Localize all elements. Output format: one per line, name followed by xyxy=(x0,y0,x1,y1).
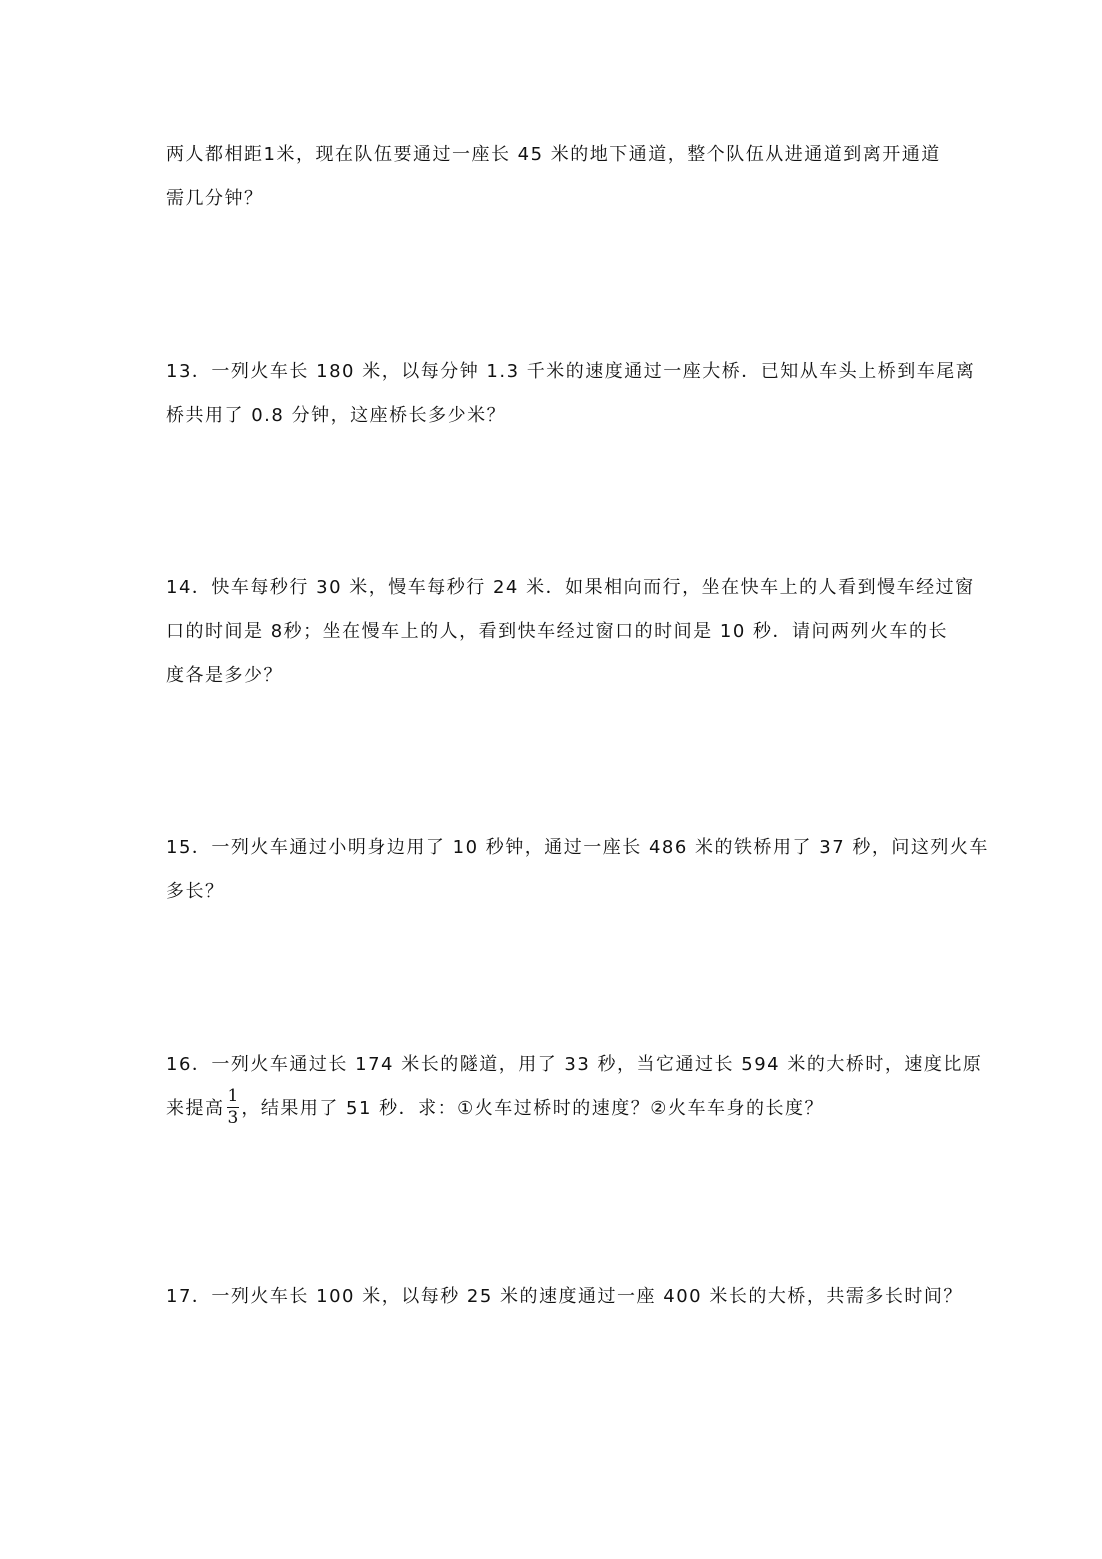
problem-16 xyxy=(166,1043,983,1137)
problem-15 xyxy=(166,826,989,914)
problem-14-line-3: 度各是多少？ xyxy=(166,665,283,686)
problem-15-line-1: 15．一列火车通过小明身边用了 10 秒钟，通过一座长 486 米的铁桥用了 37 秒，问这列火车 xyxy=(166,837,989,858)
problem-13 xyxy=(166,350,976,438)
fraction-denominator: 3 xyxy=(227,1107,239,1128)
problem-16-line-2-after: ，结果用了 51 秒．求：①火车过桥时的速度？②火车车身的长度？ xyxy=(241,1098,824,1119)
problem-12-continuation xyxy=(166,133,946,221)
problem-13-line-2: 桥共用了 0.8 分钟，这座桥长多少米？ xyxy=(166,405,507,426)
problem-16-line-2 xyxy=(166,1087,946,1137)
problem-16-line-1: 16．一列火车通过长 174 米长的隧道，用了 33 秒，当它通过长 594 米的大桥时，速度比原 xyxy=(166,1054,983,1075)
fraction-numerator: 1 xyxy=(227,1085,239,1106)
problem-14 xyxy=(166,566,975,698)
problem-16-line-2-before: 来提高 xyxy=(166,1098,225,1119)
problem-13-line-1: 13．一列火车长 180 米，以每分钟 1.3 千米的速度通过一座大桥．已知从车头上桥到车尾离 xyxy=(166,361,976,382)
problem-17 xyxy=(166,1275,963,1319)
problem-14-line-1: 14．快车每秒行 30 米，慢车每秒行 24 米．如果相向而行，坐在快车上的人看到慢车经过窗 xyxy=(166,577,975,598)
problem-12-line-1: 两人都相距1米，现在队伍要通过一座长 45 米的地下通道，整个队伍从进通道到离开通道 xyxy=(166,144,941,165)
fraction-one-third xyxy=(227,1085,240,1128)
problem-14-line-2: 口的时间是 8秒；坐在慢车上的人，看到快车经过窗口的时间是 10 秒．请问两列火车的长 xyxy=(166,621,949,642)
problem-17-line-1: 17．一列火车长 100 米，以每秒 25 米的速度通过一座 400 米长的大桥，共需多长时间？ xyxy=(166,1286,963,1307)
problem-15-line-2: 多长？ xyxy=(166,881,225,902)
problem-12-line-2: 需几分钟？ xyxy=(166,188,264,209)
